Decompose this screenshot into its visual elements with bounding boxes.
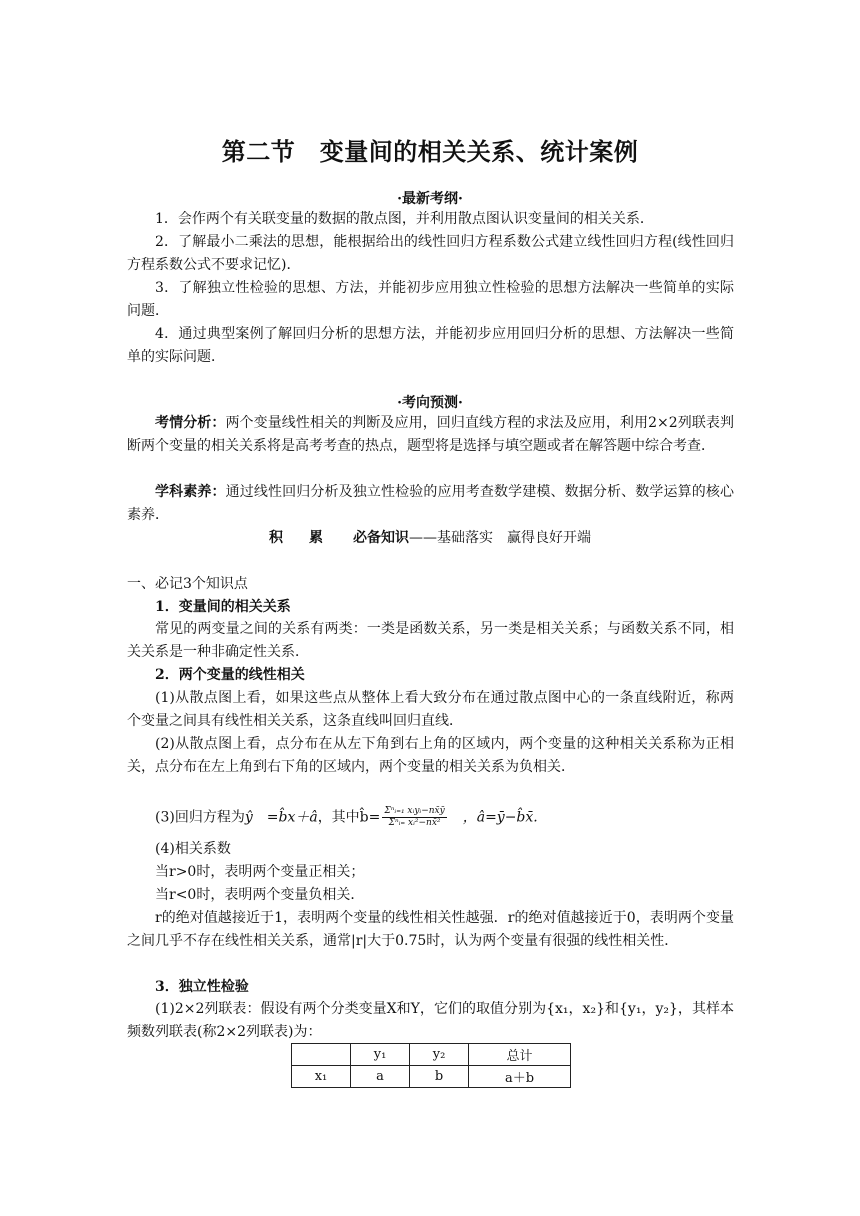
table-cell: a＋b [469,1066,571,1088]
table-cell: y₂ [410,1044,469,1066]
formula-prefix: (3)回归方程为 [155,809,245,826]
syllabus-item-4: 4．通过典型案例了解回归分析的思想方法，并能初步应用回归分析的思想、方法解决一些简单的实际问题． [127,326,734,365]
banner-part4: 赢得良好开端 [507,530,591,546]
literacy-label: 学科素养： [155,484,226,500]
knowledge-section-title: 一、必记3个知识点 [127,576,248,592]
page-title: 第二节 变量间的相关关系、统计案例 [221,137,639,166]
fraction-numerator: Σⁿᵢ₌₁ xᵢyᵢ−nx̄ȳ [384,806,445,816]
point1-text: 常见的两变量之间的关系有两类：一类是函数关系，另一类是相关关系；与函数关系不同，相关关系是一种非确定性关系． [127,621,734,660]
point1-title: 1．变量间的相关关系 [155,599,291,615]
formula-equation: ŷ =b̂x＋â [244,809,318,826]
point3-item1: (1)2×2列联表：假设有两个分类变量X和Y，它们的取值分别为{x₁，x₂}和{y₁，y₂}，其样本频数列联表(称2×2列联表)为： [127,1001,734,1040]
banner-part3: ——基础落实 [409,530,493,546]
literacy-text: 通过线性回归分析及独立性检验的应用考查数学建模、数据分析、数学运算的核心素养． [127,484,734,523]
syllabus-heading: ·最新考纲· [397,191,463,207]
forecast-heading: ·考向预测· [397,395,463,411]
point2-item1: (1)从散点图上看，如果这些点从整体上看大致分布在通过散点图中心的一条直线附近，称两个变量之间具有线性相关关系，这条直线叫回归直线． [127,690,734,729]
point3-title: 3．独立性检验 [155,979,249,995]
table-cell [292,1044,351,1066]
forecast-literacy [127,481,734,527]
formula-mid: ，其中b̂= [317,809,381,826]
section-banner [0,527,860,547]
table-cell: x₁ [292,1066,351,1088]
point2-item4b: 当r<0时，表明两个变量负相关． [155,887,365,903]
forecast-analysis [127,412,734,458]
formula-tail: ，â=ȳ−b̂x̄. [448,809,538,826]
syllabus-item-2: 2．了解最小二乘法的思想，能根据给出的线性回归方程系数公式建立线性回归方程(线性回归方程系数公式不要求记忆)． [127,234,734,273]
point2-title: 2．两个变量的线性相关 [155,667,305,683]
formula-fraction [382,806,446,829]
banner-part2: 必备知识 [353,530,409,546]
contingency-table [291,1043,571,1088]
table-cell: a [351,1066,410,1088]
table-cell: b [410,1066,469,1088]
point2-item4a: 当r>0时，表明两个变量正相关； [155,864,365,880]
point2-item2: (2)从散点图上看，点分布在从左下角到右上角的区域内，两个变量的这种相关关系称为正相关，点分布在左上角到右下角的区域内，两个变量的相关关系为负相关． [127,736,734,775]
table-cell: 总计 [469,1044,571,1066]
table-row [292,1066,571,1088]
point2-item4c: r的绝对值越接近于1，表明两个变量的线性相关性越强．r的绝对值越接近于0，表明两个变量之间几乎不存在线性相关关系，通常|r|大于0.75时，认为两个变量有很强的线性相关性． [127,910,734,949]
syllabus-item-1: 1．会作两个有关联变量的数据的散点图，并利用散点图认识变量间的相关关系． [155,211,654,227]
analysis-text: 两个变量线性相关的判断及应用，回归直线方程的求法及应用，利用2×2列联表判断两个变量的相关关系将是高考考查的热点，题型将是选择与填空题或者在解答题中综合考查． [127,415,735,454]
table-cell: y₁ [351,1044,410,1066]
analysis-label: 考情分析： [155,415,226,431]
banner-part1: 积 累 [269,530,329,546]
regression-formula [155,806,538,830]
fraction-denominator: Σⁿᵢ₌ xᵢ²−nx̄² [388,818,441,828]
syllabus-item-3: 3．了解独立性检验的思想、方法，并能初步应用独立性检验的思想方法解决一些简单的实际问题． [127,280,734,319]
point2-item4: (4)相关系数 [155,841,231,857]
table-header-row [292,1044,571,1066]
